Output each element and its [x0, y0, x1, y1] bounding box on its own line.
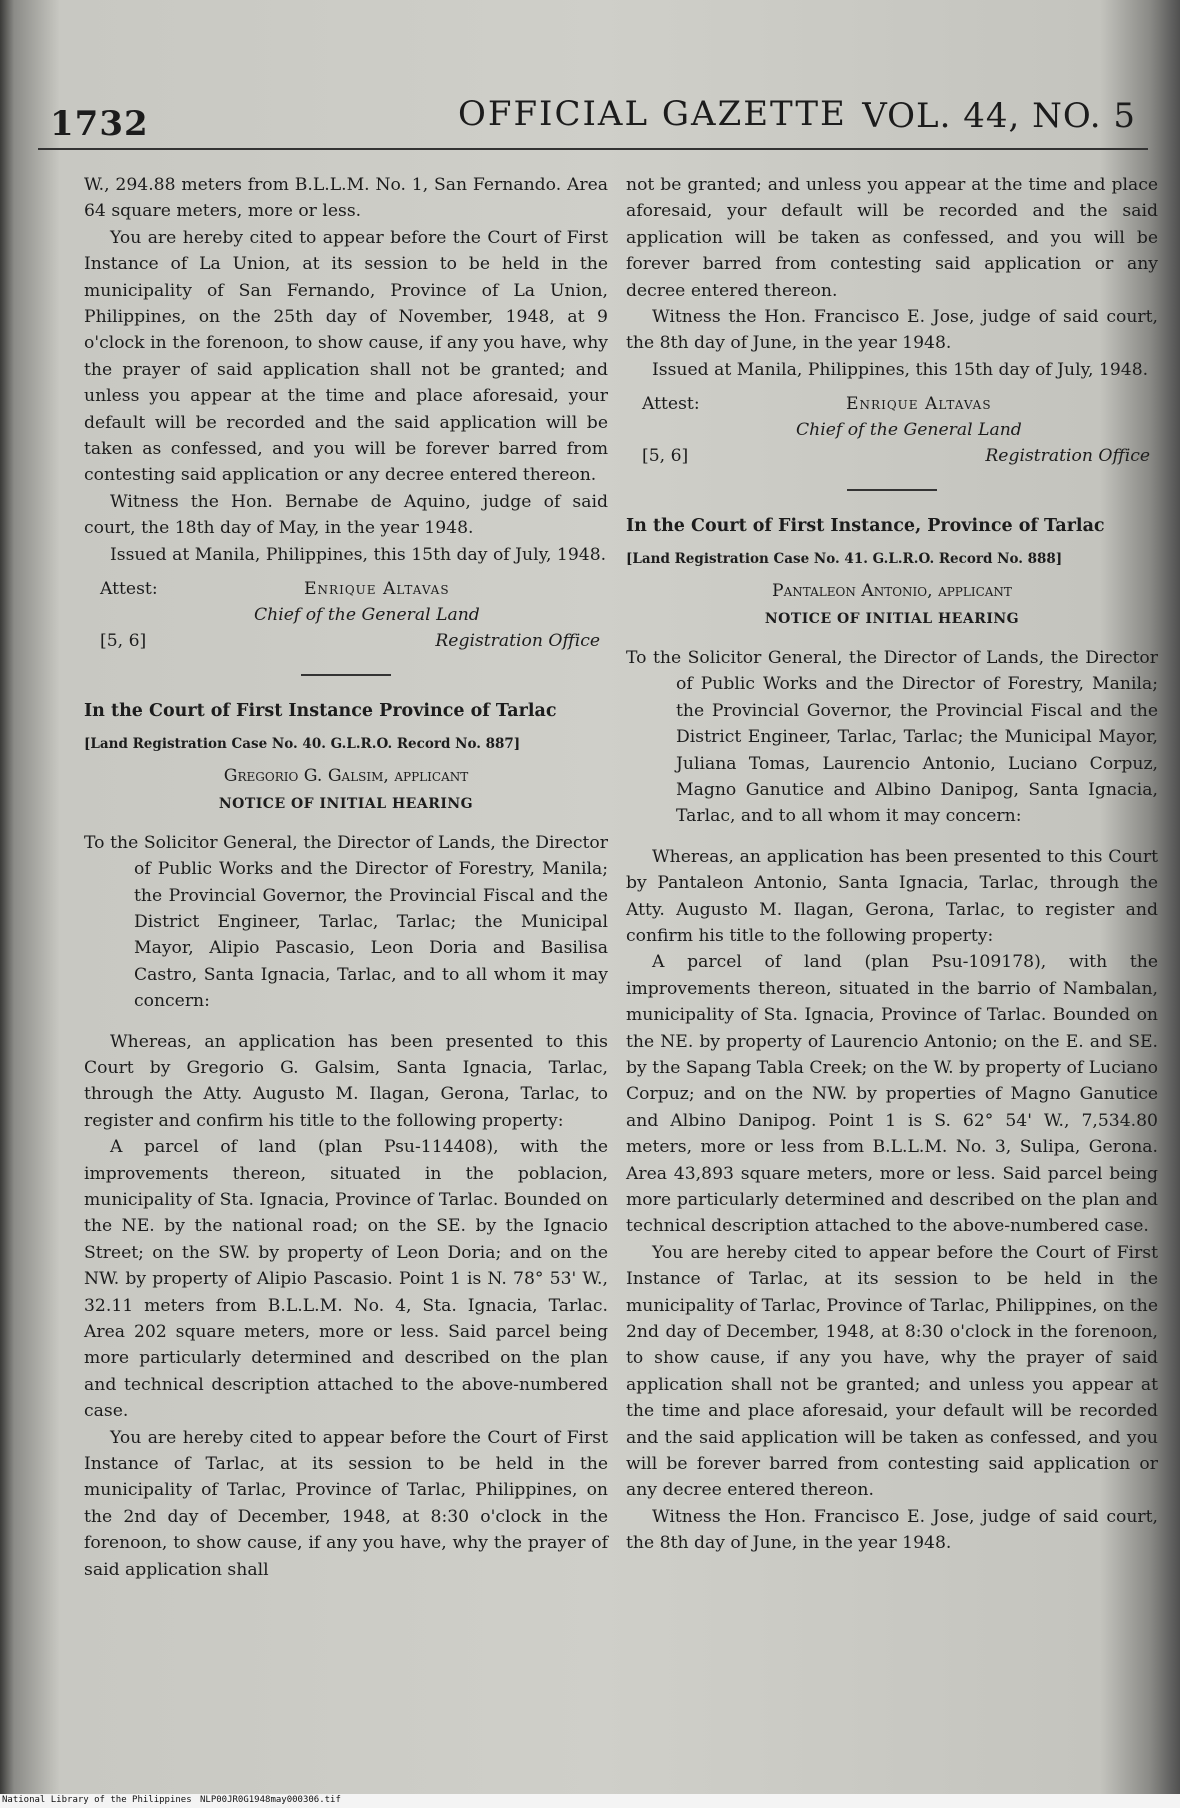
left-column: [84, 172, 608, 1583]
applicant-name: Pantaleon Antonio, applicant: [772, 581, 1012, 602]
attest-title-continued: Registration Office: [435, 631, 600, 652]
section-divider: [301, 674, 391, 676]
gazette-title: OFFICIAL GAZETTE: [458, 94, 847, 134]
notice-heading: NOTICE OF INITIAL HEARING: [764, 611, 1020, 628]
library-credit: National Library of the Philippines: [2, 1795, 192, 1805]
page-number: 1732: [50, 104, 149, 144]
paragraph: You are hereby cited to appear before the Court of First Instance of Tarlac, at its session to be held in the municipality of Tarlac, Province of Tarlac, Philippines, on the 2nd day of December, 1948, at 8:30 o'clock in the forenoon, to show cause, if any you have, why the prayer of said application shall not be granted; and unless you appear at the time and place aforesaid, your default will be recorded and the said application will be taken as confessed, and you will be forever barred from contesting said application or any decree entered thereon.: [626, 1242, 1158, 1501]
volume-number: VOL. 44, NO. 5: [862, 96, 1136, 136]
gazette-page: [14, 0, 1158, 1795]
right-column: [626, 172, 1158, 1557]
paragraph: Witness the Hon. Bernabe de Aquino, judge of said court, the 18th day of May, in the year 1948.: [84, 491, 608, 539]
applicant-name: Gregorio G. Galsim, applicant: [223, 765, 469, 786]
page-header: [38, 88, 1148, 150]
attest-block: [84, 576, 608, 656]
attest-title-continued: Registration Office: [985, 446, 1150, 467]
case-reference: [Land Registration Case No. 40. G.L.R.O. Record No. 887]: [84, 735, 521, 752]
paragraph: Whereas, an application has been presented to this Court by Gregorio G. Galsim, Santa Ignacia, Tarlac, through the Atty. Augusto M. Ilagan, Gerona, Tarlac, to register and confirm his title to the following property:: [84, 1031, 608, 1131]
paragraph: Issued at Manila, Philippines, this 15th day of July, 1948.: [110, 544, 607, 565]
paragraph: You are hereby cited to appear before the Court of First Instance of La Union, at its session to be held in the municipality of San Fernando, Province of La Union, Philippines, on the 25th day of November, 1948, at 9 o'clock in the forenoon, to show cause, if any you have, why the prayer of said application shall not be granted; and unless you appear at the time and place aforesaid, your default will be recorded and the said application will be taken as confessed, and you will be forever barred from contesting said application or any decree entered thereon.: [84, 227, 608, 486]
section-divider: [847, 489, 937, 491]
paragraph: W., 294.88 meters from B.L.L.M. No. 1, San Fernando. Area 64 square meters, more or less.: [84, 175, 608, 222]
paragraph: Issued at Manila, Philippines, this 15th day of July, 1948.: [652, 359, 1149, 380]
notice-heading: NOTICE OF INITIAL HEARING: [218, 796, 474, 813]
court-heading: In the Court of First Instance Province of Tarlac: [84, 701, 557, 722]
attest-block: [626, 391, 1158, 471]
paragraph: A parcel of land (plan Psu-109178), with the improvements thereon, situated in the barrio of Nambalan, municipality of Sta. Ignacia, Province of Tarlac. Bounded on the NE. by property of Laurencio Antonio; on the E. and SE. by the Sapang Tabla Creek; on the W. by property of Luciano Corpuz; and on the NW. by properties of Magno Ganutice and Albino Danipog. Point 1 is S. 62° 54' W., 7,534.80 meters, more or less from B.L.L.M. No. 3, Sulipa, Gerona. Area 43,893 square meters, more or less. Said parcel being more particularly determined and described on the plan and technical description attached to the above-numbered case.: [626, 952, 1158, 1237]
addressees: To the Solicitor General, the Director of Lands, the Director of Public Works and the Director of Forestry, Manila; the Provincial Governor, the Provincial Fiscal and the District Engineer, Tarlac, Tarlac; the Municipal Mayor, Juliana Tomas, Laurencio Antonio, Luciano Corpuz, Magno Ganutice and Albino Danipog, Santa Ignacia, Tarlac, and to all whom it may concern:: [626, 647, 1158, 827]
attest-reference: [5, 6]: [642, 446, 689, 467]
attest-name: Enrique Altavas: [846, 394, 992, 415]
paragraph: A parcel of land (plan Psu-114408), with the improvements thereon, situated in the poblacion, municipality of Sta. Ignacia, Province of Tarlac. Bounded on the NE. by the national road; on the SE. by the Ignacio Street; on the SW. by property of Leon Doria; and on the NW. by property of Alipio Pascasio. Point 1 is N. 78° 53' W., 32.11 meters from B.L.L.M. No. 4, Sta. Ignacia, Tarlac. Area 202 square meters, more or less. Said parcel being more particularly determined and described on the plan and technical description attached to the above-numbered case.: [84, 1137, 608, 1422]
court-heading: In the Court of First Instance, Province of Tarlac: [626, 516, 1105, 537]
paragraph: not be granted; and unless you appear at the time and place aforesaid, your default will be recorded and the said application will be taken as confessed, and you will be forever barred from contesting said application or any decree entered thereon.: [626, 175, 1158, 301]
scan-footer: [0, 1794, 1180, 1808]
attest-reference: [5, 6]: [100, 631, 147, 652]
paragraph: Witness the Hon. Francisco E. Jose, judge of said court, the 8th day of June, in the year 1948.: [626, 307, 1158, 354]
addressees: To the Solicitor General, the Director of Lands, the Director of Public Works and the Director of Forestry, Manila; the Provincial Governor, the Provincial Fiscal and the District Engineer, Tarlac, Tarlac; the Municipal Mayor, Alipio Pascasio, Leon Doria and Basilisa Castro, Santa Ignacia, Tarlac, and to all whom it may concern:: [84, 832, 608, 1012]
paragraph: You are hereby cited to appear before the Court of First Instance of Tarlac, at its session to be held in the municipality of Tarlac, Province of Tarlac, Philippines, on the 2nd day of December, 1948, at 8:30 o'clock in the forenoon, to show cause, if any you have, why the prayer of said application shall: [84, 1427, 608, 1580]
paragraph: Witness the Hon. Francisco E. Jose, judge of said court, the 8th day of June, in the year 1948.: [626, 1506, 1158, 1554]
attest-label: Attest:: [642, 394, 700, 415]
attest-title: Chief of the General Land: [796, 420, 1022, 441]
attest-title: Chief of the General Land: [254, 605, 480, 626]
paragraph: Whereas, an application has been presented to this Court by Pantaleon Antonio, Santa Ignacia, Tarlac, through the Atty. Augusto M. Ilagan, Gerona, Tarlac, to register and confirm his title to the following property:: [626, 846, 1158, 946]
case-reference: [Land Registration Case No. 41. G.L.R.O. Record No. 888]: [626, 550, 1063, 567]
scan-filename: NLP00JR0G1948may000306.tif: [200, 1795, 341, 1805]
attest-label: Attest:: [100, 579, 158, 600]
attest-name: Enrique Altavas: [304, 579, 450, 600]
